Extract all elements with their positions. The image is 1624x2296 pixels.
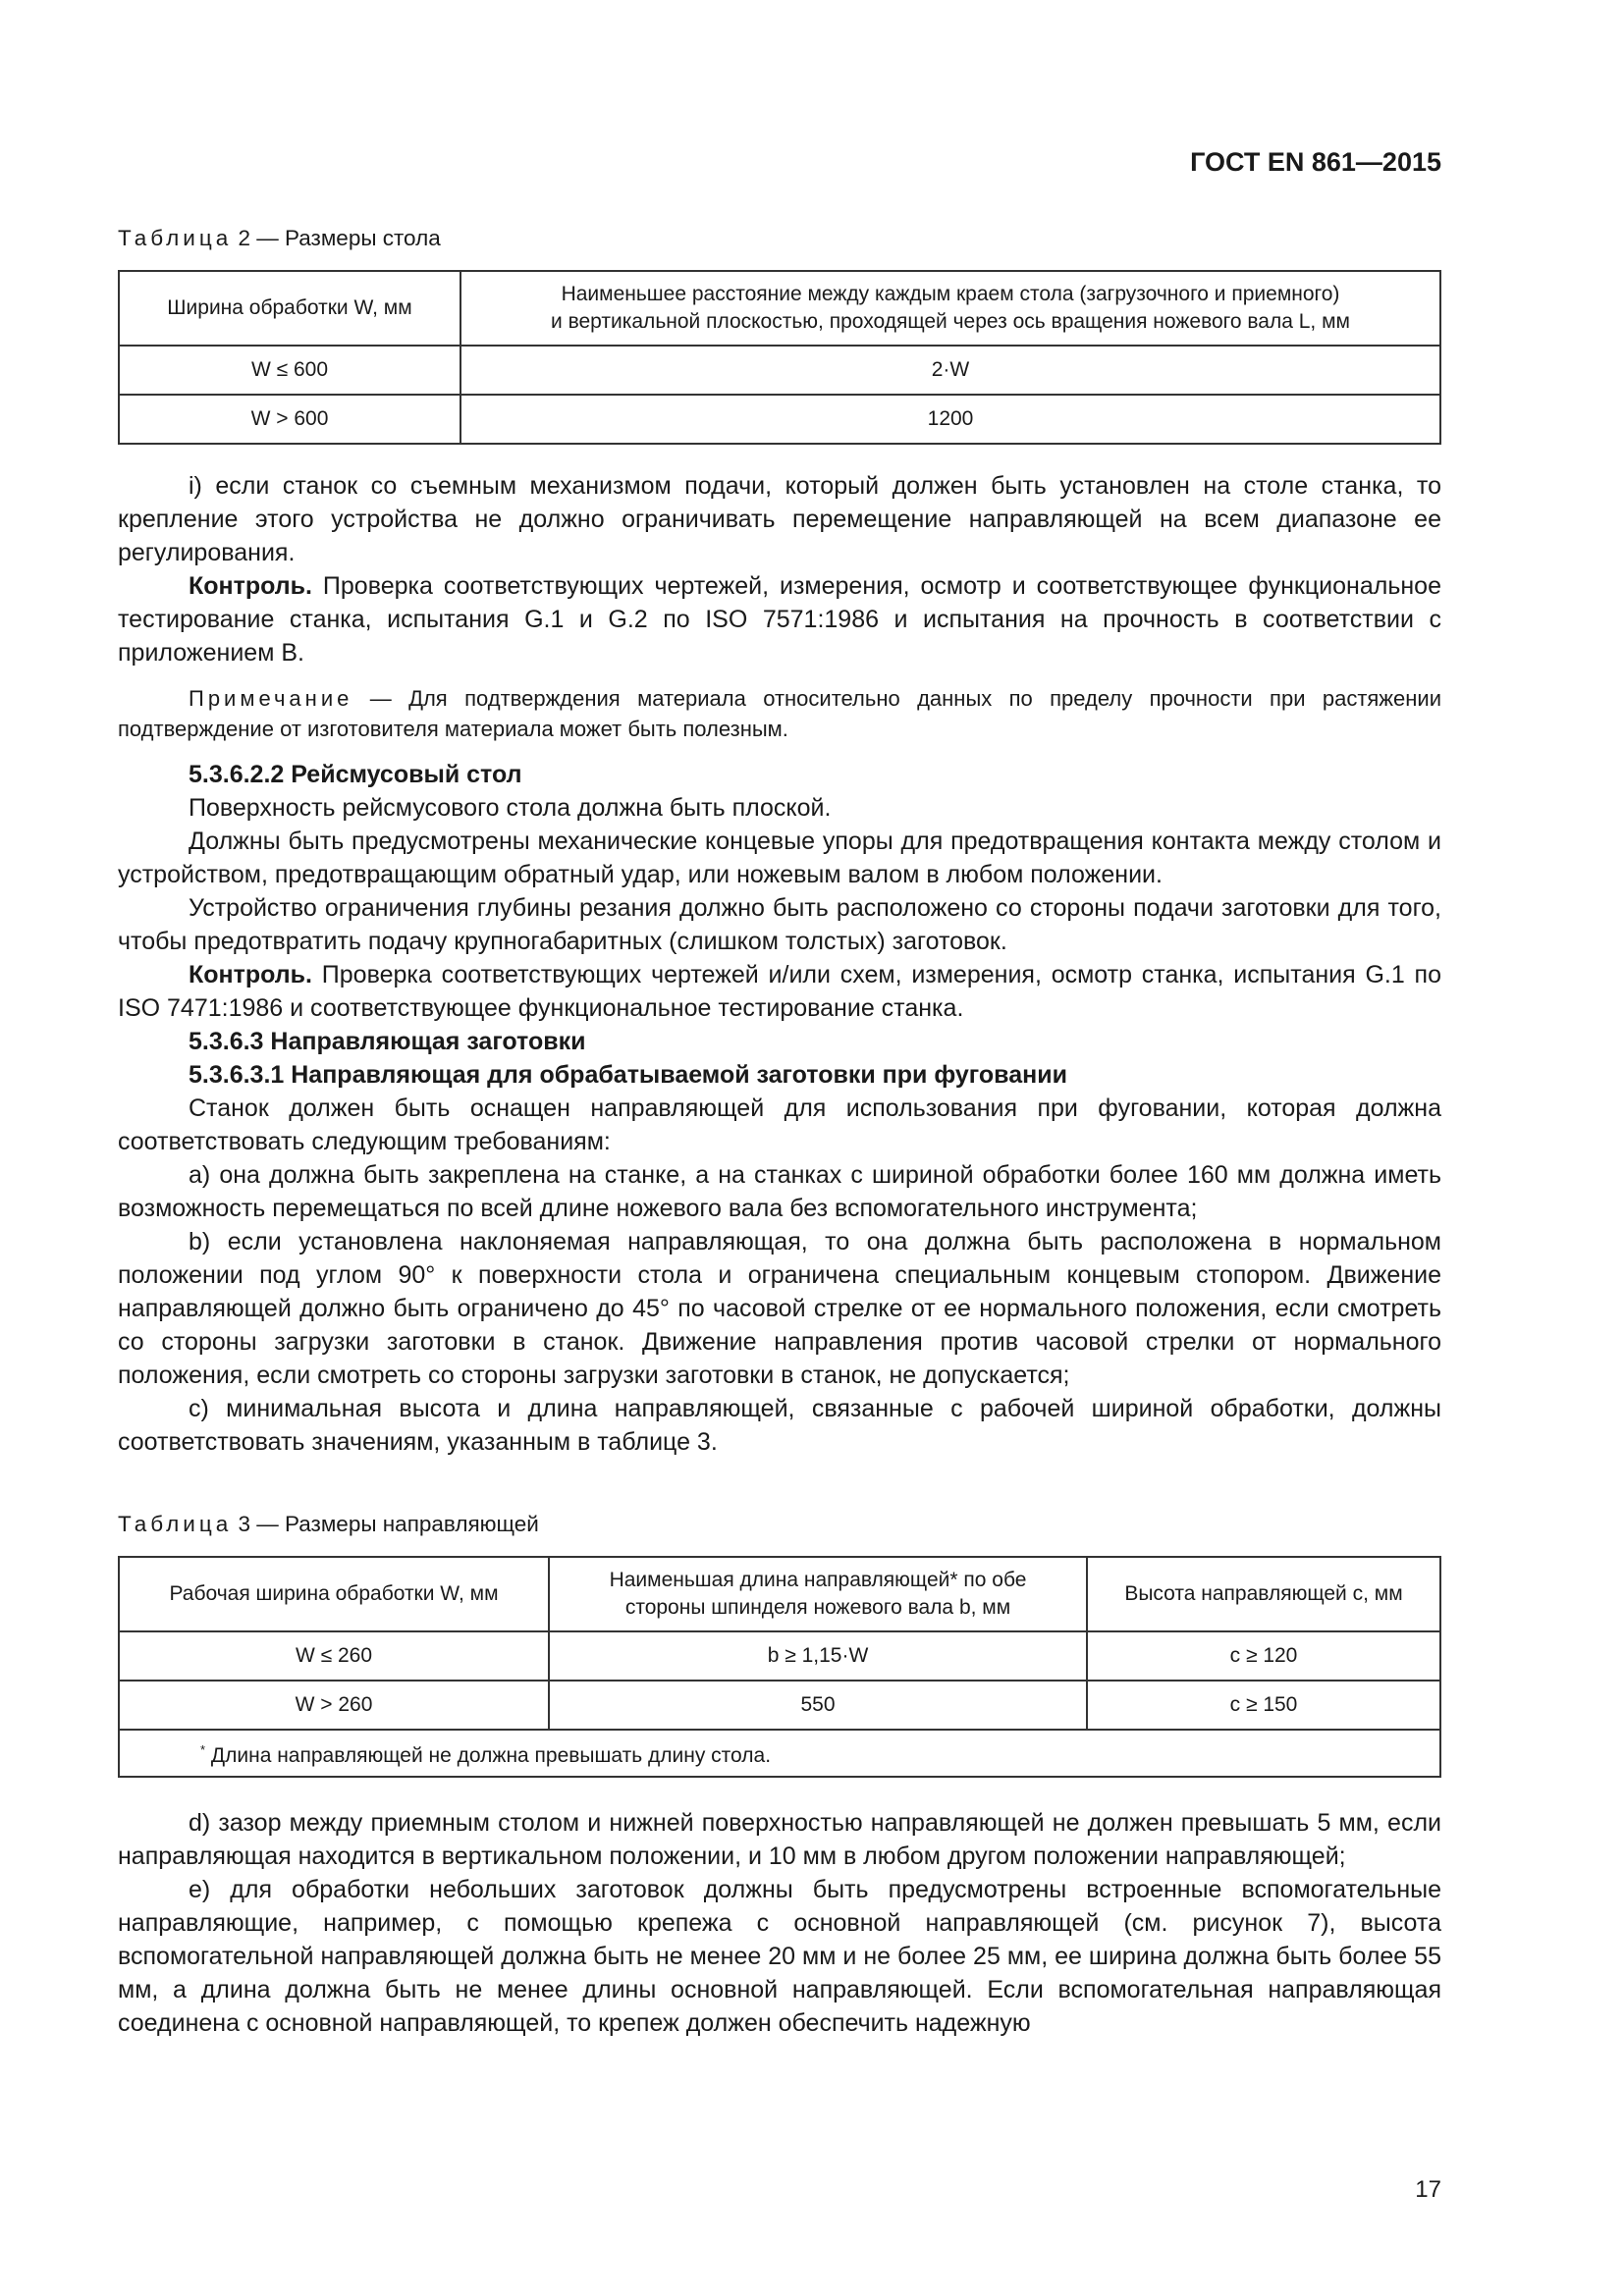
heading-5363: 5.3.6.3 Направляющая заготовки <box>189 1028 586 1055</box>
table2 <box>118 270 1441 445</box>
table2-caption: Таблица 2 — Размеры стола <box>118 226 441 250</box>
para-surface: Поверхность рейсмусового стола должна быть плоской. <box>189 794 832 822</box>
table3 <box>118 1556 1441 1778</box>
page-number: 17 <box>1415 2176 1441 2203</box>
note: Примечание — Для подтверждения материала относительно данных по пределу прочности при растяжении подтверждение от изготовителя материала может быть полезным. <box>118 686 1441 741</box>
table-row: W > 260 550 c ≥ 150 <box>119 1681 1440 1730</box>
table3-header-width: Рабочая ширина обработки W, мм <box>119 1557 549 1631</box>
para-b: b) если установлена наклоняемая направляющая, то она должна быть расположена в нормальном положении под углом 90° к поверхности стола и ограничена специальным концевым стопором. Движение направляющей должно быть ограничено до 45° по часовой стрелке от ее нормального положения, если смотреть со стороны загрузки заготовки в станок. Движение направления против часовой стрелки от нормального положения, если смотреть со стороны загрузки заготовки в станок, не допускается; <box>118 1228 1441 1389</box>
table-row: W ≤ 600 2·W <box>119 346 1440 395</box>
heading-53622: 5.3.6.2.2 Рейсмусовый стол <box>189 761 522 788</box>
document-header: ГОСТ EN 861—2015 <box>1190 147 1441 177</box>
table3-header-length: Наименьшая длина направляющей* по обе стороны шпинделя ножевого вала b, мм <box>549 1557 1087 1631</box>
para-a: a) она должна быть закреплена на станке, а на станках с шириной обработки более 160 мм должна иметь возможность перемещаться по всей длине ножевого вала без вспомогательного инструмента; <box>118 1161 1441 1222</box>
table-row: W ≤ 260 b ≥ 1,15·W c ≥ 120 <box>119 1631 1440 1681</box>
para-e: e) для обработки небольших заготовок должны быть предусмотрены встроенные вспомогательные направляющие, например, с помощью крепежа с основной направляющей (см. рисунок 7), высота вспомогательной направляющей должна быть не менее 20 мм и не более 25 мм, ее ширина должна быть более 55 мм, а длина должна быть не менее длины основной направляющей. Если вспомогательная направляющая соединена с основной направляющей, то крепеж должен обеспечить надежную <box>118 1876 1441 2037</box>
control-1: Контроль. Проверка соответствующих чертежей, измерения, осмотр и соответствующее функциональное тестирование станка, испытания G.1 и G.2 по ISO 7571:1986 и испытания на прочность в соответствии с приложением B. <box>118 572 1441 667</box>
para-fence: Станок должен быть оснащен направляющей для использования при фуговании, которая должна соответствовать следующим требованиям: <box>118 1095 1441 1155</box>
table-row: W > 600 1200 <box>119 395 1440 444</box>
table3-footnote: * Длина направляющей не должна превышать длину стола. <box>119 1730 1440 1777</box>
table2-header-distance: Наименьшее расстояние между каждым краем стола (загрузочного и приемного) и вертикальной плоскостью, проходящей через ось вращения ножевого вала L, мм <box>460 271 1440 346</box>
para-c: c) минимальная высота и длина направляющей, связанные с рабочей шириной обработки, должны соответствовать значениям, указанным в таблице 3. <box>118 1395 1441 1456</box>
body-section-1 <box>118 469 1441 1459</box>
para-depth: Устройство ограничения глубины резания должно быть расположено со стороны подачи заготовки для того, чтобы предотвратить подачу крупногабаритных (слишком толстых) заготовок. <box>118 894 1441 955</box>
para-i: i) если станок со съемным механизмом подачи, который должен быть установлен на столе станка, то крепление этого устройства не должно ограничивать перемещение направляющей на всем диапазоне ее регулирования. <box>118 472 1441 566</box>
control-2: Контроль. Проверка соответствующих чертежей и/или схем, измерения, осмотр станка, испытания G.1 по ISO 7471:1986 и соответствующее функциональное тестирование станка. <box>118 961 1441 1022</box>
table3-caption: Таблица 3 — Размеры направляющей <box>118 1512 539 1536</box>
para-stops: Должны быть предусмотрены механические концевые упоры для предотвращения контакта между столом и устройством, предотвращающим обратный удар, или ножевым валом в любом положении. <box>118 828 1441 888</box>
table2-header-width: Ширина обработки W, мм <box>119 271 460 346</box>
para-d: d) зазор между приемным столом и нижней поверхностью направляющей не должен превышать 5 мм, если направляющая находится в вертикальном положении, и 10 мм в любом другом положении направляющей; <box>118 1809 1441 1870</box>
table3-header-height: Высота направляющей c, мм <box>1087 1557 1440 1631</box>
body-section-2 <box>118 1806 1441 2040</box>
heading-53631: 5.3.6.3.1 Направляющая для обрабатываемой заготовки при фуговании <box>189 1061 1067 1089</box>
